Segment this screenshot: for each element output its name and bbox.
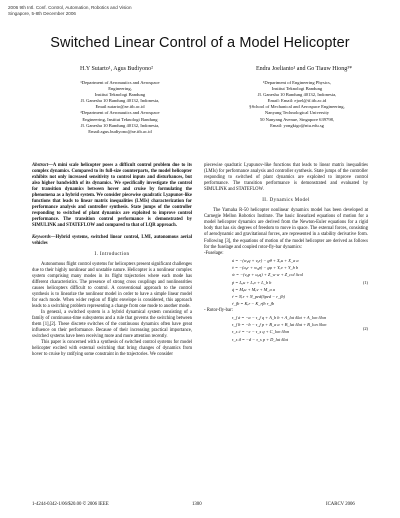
equation: τ_s ċ = −c − τ_s q + C_lon δlon [232,329,290,335]
affiliation-line: Jl. Ganesha 10 Bandung 40132, Indonesia, [80,98,160,104]
equation: v̇ = −(u₀r + w₀p) − gφ + Yᵥv + Y_b b [232,264,299,270]
equation-number: (2) [362,325,368,331]
section-heading-introduction: I. Introduction [94,251,130,257]
left-column [32,163,192,358]
abstract-text: —A mini scale helicopter poses a difficult control problem due to its complex dynamics. Compared to its full-size counterparts, the model helicopter exhibits not only increased sensitivity to control inputs and disturbances, but also higher bandwidth of its dynamics. We specifically investigate the control for transition dynamics between hover and cruise by formulating the phenomena as a hybrid system. We consider piecewise quadratic Lyapunov-like functions that leads to linear matrix inequalities (LMIs) characterization for performance analysis and controller synthesis. State jumps of the controller responding to switched of plant dynamics are exploited to improve control performance. The transition control performance is demonstrated by SIMULINK and STATEFLOW and compared to that of LQR approach. [32,163,192,229]
affiliation-line: ¹Department of Aeronautics and Aerospace [80,80,160,85]
equation: ẇ = −(v₀p + u₀q) + Z_w w + Z_col δcol [232,272,304,278]
affiliation-line: §School of Mechanical and Aerospace Engineering, [249,104,345,110]
authors-right: Endra Joelianto¹ and Go Tiauw Hiong³* [256,66,353,72]
intro-paragraph: Autonomous flight control systems for helicopters present significant challenges due to their highly nonlinear and unstable nature. Helicopter is a nonlinear complex system comprising many modes in its flight trajectories where each mode has different characteristics. The presence of strong cross couplings and nonlinearities causes helicopters difficult to control. A conventional approach to the control synthesis is to linearize the nonlinear model in order to have a simple linear model for each mode. When wider region of flight envelope is considered, this approach leads to a switching problem representing a change from one mode to another mode. [32,261,193,309]
footer-conference: ICARCV 2006 [326,502,355,507]
equation-block-1 [232,257,368,308]
fuselage-label: -Fuselage: [204,250,224,256]
affiliation-line: Institut Teknologi Bandung [94,92,146,98]
affiliation-line: Engineering, [108,86,132,92]
affiliation-email: Email:agus.budiyono@ae.itb.ac.id [88,128,152,134]
affiliation-email: Email: yongkigo@ntu.edu.sg [270,122,324,128]
intro-paragraph: This paper is concerned with a synthesis of switched control systems for model helicopter excited with external switching that bring changes of dynamics from hover to cruise by ratifying some constraint in the trajectories. We consider [32,340,192,358]
affiliation-line: ²Department of Aeronautics and Aerospace [80,110,160,116]
equation-number: (1) [362,279,368,285]
equation: u̇ = −(w₀q + v₀r) − gθ + Xᵤu + X_a a [232,257,299,263]
body-paragraph: piecewise quadratic Lyapunov-like functions that leads to linear matrix inequalities (LMIs) for performance analysis and controller synthesis. State jumps of the controller responding to switched of plant dynamics are exploited to improve control performance. The transition performance is demonstrated and evaluated by SIMULINK and STATEFLOW. [204,163,368,193]
paper-title: Switched Linear Control of a Model Helicopter [50,35,350,51]
affiliation-line: ¹Department of Engineering Physics, [263,80,331,85]
abstract [32,163,192,230]
body-paragraph: The Yamaha R-50 helicopter nonlinear dynamics model has been developed at Carnegie Mellon Robotics Institute. The basic linearized equations of motion for a model helicopter dynamics are derived from the Newton-Euler equations for a rigid body that has six degrees of freedom to move in space. The external forces, consisting of aerodynamic and gravitational forces, are represented in a stability derivative form. Following [3], the equations of motion of the model helicopter are derived as follows for the fuselage and coupled rotor-fly-bar dynamics: [204,208,368,250]
equation: τ_s ḋ = −d − τ_s p + D_lat δlat [232,336,288,342]
affiliation-email: Email:sutarto@ae.itb.ac.id [95,104,145,110]
affiliation-line: Engineering, Institut Teknologi Bandung [82,116,158,122]
equation: q̇ = Mᵤu + Mᵥv + M_a a [232,286,275,292]
footer-copyright: 1-4244-0342-1/06/$20.00 © 2006 IEEE [32,502,109,507]
keywords-label: Keywords [32,234,51,240]
affiliation-line: Nanyang Technological University [264,110,330,116]
rotor-fly-bar-label: - Rotor-fly-bar: [204,307,233,313]
authors-left: H.Y Sutarto¹, Agus Budiyono² [80,66,153,72]
affiliation-line: Jl. Ganesha 10 Bandung 40132, Indonesia, [257,92,337,98]
right-column [204,163,368,343]
equation: ṙ = Nᵣr + N_ped(δped − r_fb) [232,294,285,300]
equation: τ_f ȧ = −a − τ_f q + A_b b + A_lat δlat + A_lon δlon [232,314,327,320]
keywords-text: —Hybrid systems, switched linear control, LMI, autonomous aerial vehicles [32,234,192,246]
conference-name: 2006 9th Intl. Conf. Control, Automation, Robotics and Vision [8,5,132,10]
conference-date: Singapore, 5-8th December 2006 [8,11,76,16]
page-number: 1300 [192,502,202,507]
affiliation-line: 50 Nanyang Avenue, Singapore 639798, [259,116,335,122]
abstract-label: Abstract [32,163,49,168]
equation-block-2 [232,314,368,343]
affiliation-line: Institut Teknologi Bandung [271,86,323,92]
keywords [32,235,192,247]
affiliation-line: Jl. Ganesha 10 Bandung 40132, Indonesia, [80,122,160,128]
intro-paragraph: In general, a switched system is a hybrid dynamical system consisting of a family of continuous-time subsystems and a rule that governs the switching between them [1],[2]. These discrete switches of the continuous dynamics often have great influence on their performance. Because of their increasing practical importance, switched systems have been receiving more and more attention recently. [32,310,192,340]
conference-header [8,5,132,17]
equation: ṙ_fb = Kᵣr − K_rfb r_fb [232,301,275,307]
affiliation-left [60,80,180,135]
affiliation-right [232,80,362,129]
affiliation-email: Email: Email: ejoel@tf.itb.ac.id [267,98,327,104]
equation: ṗ = Lᵤu + Lᵥv + L_b b [232,279,272,285]
section-heading-dynamics-model: II. Dynamics Model [262,198,310,204]
equation: τ_f ḃ = −b − τ_f p + B_a a + B_lat δlat + B_lon δlon [232,322,327,328]
